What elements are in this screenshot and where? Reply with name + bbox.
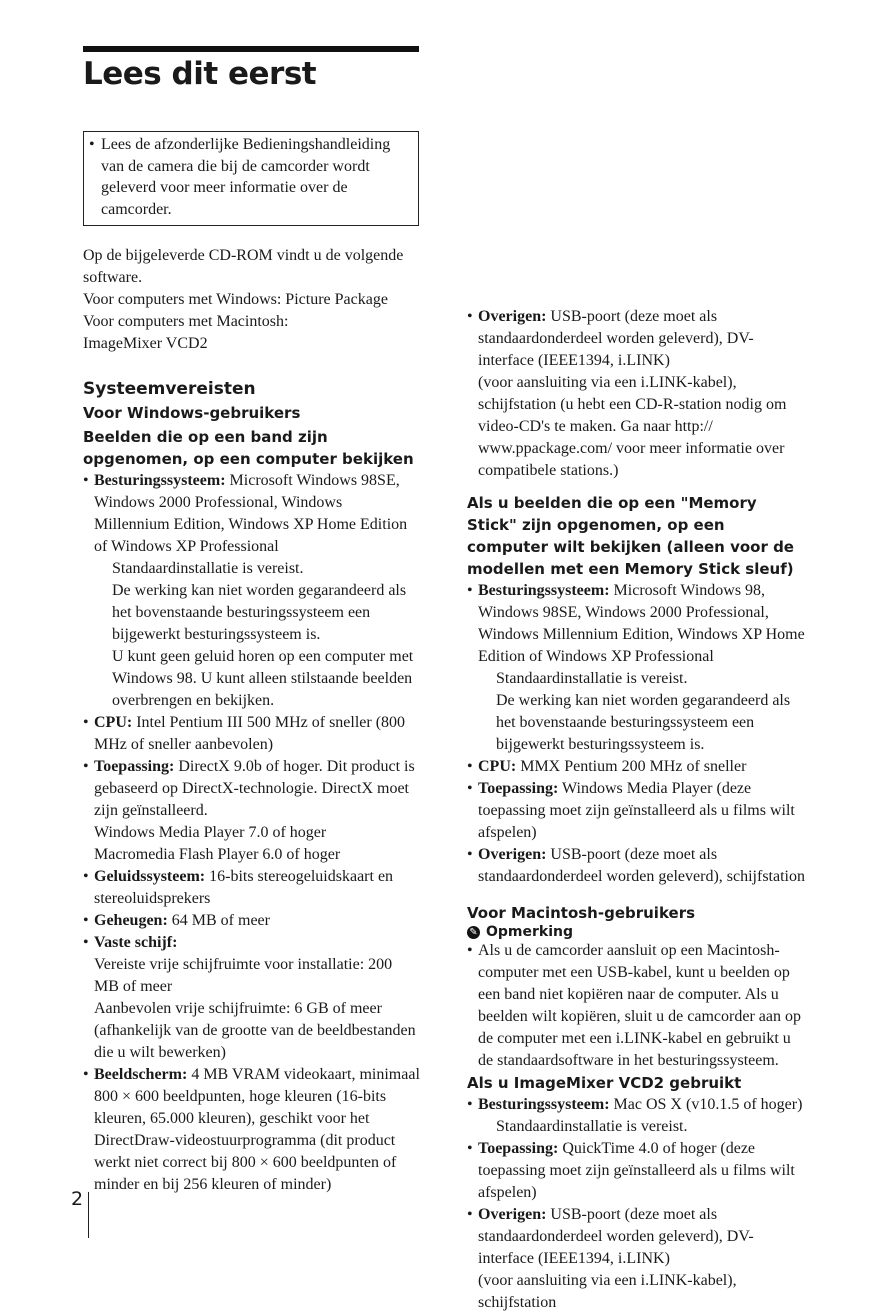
list-item: • Geluidssysteem: 16-bits stereogeluidskaart en stereoluidsprekers xyxy=(83,866,420,910)
system-heading: Systeemvereisten xyxy=(83,379,256,399)
list-item: • Besturingssysteem: Microsoft Windows 98, Windows 98SE, Windows 2000 Professional, Windows Millennium Edition, Windows XP Home Edition of Windows XP Professional Standaardinstallatie is vereist. De werking kan niet worden gegarandeerd als het bovenstaande besturingssysteem een bijgewerkt besturingssysteem is. xyxy=(467,580,807,756)
intro-line-3: Voor computers met Macintosh: xyxy=(83,313,289,330)
title-rule xyxy=(83,46,419,52)
list-item: • Besturingssysteem: Microsoft Windows 98SE, Windows 2000 Professional, Windows Millennium Edition, Windows XP Home Edition of Windows XP Professional Standaardinstallatie is vereist. De werking kan niet worden gegarandeerd als het bovenstaande besturingssysteem een bijgewerkt besturingssysteem is. U kunt geen geluid horen op een computer met Windows 98. U kunt alleen stilstaande beelden overbrengen en bekijken. xyxy=(83,470,420,712)
intro-line-1: Op de bijgeleverde CD-ROM vindt u de volgende software. xyxy=(83,247,404,286)
list-item: • CPU: Intel Pentium III 500 MHz of sneller (800 MHz of sneller aanbevolen) xyxy=(83,712,420,756)
left-column xyxy=(83,245,420,1196)
intro-line-2: Voor computers met Windows: Picture Package xyxy=(83,291,388,308)
page-title: Lees dit eerst xyxy=(83,56,317,92)
band-heading: Beelden die op een band zijn opgenomen, op een computer bekijken xyxy=(83,428,414,468)
memory-stick-heading: Als u beelden die op een "Memory Stick" zijn opgenomen, op een computer wilt bekijken (alleen voor de modellen met een Memory Stick sleuf) xyxy=(467,494,794,578)
right-column xyxy=(467,42,807,1314)
list-item: • Als u de camcorder aansluit op een Macintosh-computer met een USB-kabel, kunt u beelden op een band niet kopiëren naar de computer. Als u beelden wilt kopiëren, sluit u de camcorder aan op de computer met een i.LINK-kabel en gebruikt u de standaardsoftware in het besturingssysteem. xyxy=(467,940,807,1072)
note-icon: ✎ xyxy=(467,926,480,939)
mac-heading: Voor Macintosh-gebruikers xyxy=(467,904,696,922)
list-item: • Overigen: USB-poort (deze moet als standaardonderdeel worden geleverd), DV-interface (IEEE1394, i.LINK) (voor aansluiting via een i.LINK-kabel), schijfstation (u hebt een CD-R-station nodig om video-CD's te maken. Ga naar http:// www.ppackage.com/ voor meer informatie over compatibele stations.) xyxy=(467,306,807,482)
list-item: • Besturingssysteem: Mac OS X (v10.1.5 of hoger) Standaardinstallatie is vereist. xyxy=(467,1094,807,1138)
list-item: • Beeldscherm: 4 MB VRAM videokaart, minimaal 800 × 600 beeldpunten, hoge kleuren (16-bits kleuren, 65.000 kleuren), geschikt voor het DirectDraw-videostuurprogramma (dit product werkt niet correct bij 800 × 600 beeldpunten of minder en bij 256 kleuren of minder) xyxy=(83,1064,420,1196)
mac-note xyxy=(467,940,807,1072)
list-item: • Toepassing: DirectX 9.0b of hoger. Dit product is gebaseerd op DirectX-technologie. DirectX moet zijn geïnstalleerd. Windows Media Player 7.0 of hoger Macromedia Flash Player 6.0 of hoger xyxy=(83,756,420,866)
band-requirements-continued xyxy=(467,306,807,482)
page-number-rule xyxy=(88,1192,89,1238)
note-box: • Lees de afzonderlijke Bedieningshandleiding van de camera die bij de camcorder wordt geleverd voor meer informatie over de camcorder. xyxy=(83,131,419,226)
imagemixer-requirements xyxy=(467,1094,807,1314)
imagemixer-heading: Als u ImageMixer VCD2 gebruikt xyxy=(467,1074,742,1092)
list-item: • Vaste schijf: Vereiste vrije schijfruimte voor installatie: 200 MB of meer Aanbevolen vrije schijfruimte: 6 GB of meer (afhankelijk van de grootte van de beeldbestanden die u wilt bewerken) xyxy=(83,932,420,1064)
list-item: • Geheugen: 64 MB of meer xyxy=(83,910,420,932)
page-number: 2 xyxy=(71,1188,84,1210)
intro-line-4: ImageMixer VCD2 xyxy=(83,335,208,352)
list-item: • CPU: MMX Pentium 200 MHz of sneller xyxy=(467,756,807,778)
list-item: • Overigen: USB-poort (deze moet als standaardonderdeel worden geleverd), schijfstation xyxy=(467,844,807,888)
memory-stick-requirements xyxy=(467,580,807,888)
windows-heading: Voor Windows-gebruikers xyxy=(83,404,301,422)
list-item: • Overigen: USB-poort (deze moet als standaardonderdeel worden geleverd), DV-interface (IEEE1394, i.LINK) (voor aansluiting via een i.LINK-kabel), schijfstation xyxy=(467,1204,807,1314)
list-item: • Toepassing: QuickTime 4.0 of hoger (deze toepassing moet zijn geïnstalleerd als u films wilt afspelen) xyxy=(467,1138,807,1204)
band-requirements xyxy=(83,470,420,1196)
note-heading: ✎ Opmerking xyxy=(467,924,807,940)
note-box-text: Lees de afzonderlijke Bedieningshandleiding van de camera die bij de camcorder wordt geleverd voor meer informatie over de camcorder. xyxy=(101,136,391,218)
list-item: • Toepassing: Windows Media Player (deze toepassing moet zijn geïnstalleerd als u films wilt afspelen) xyxy=(467,778,807,844)
